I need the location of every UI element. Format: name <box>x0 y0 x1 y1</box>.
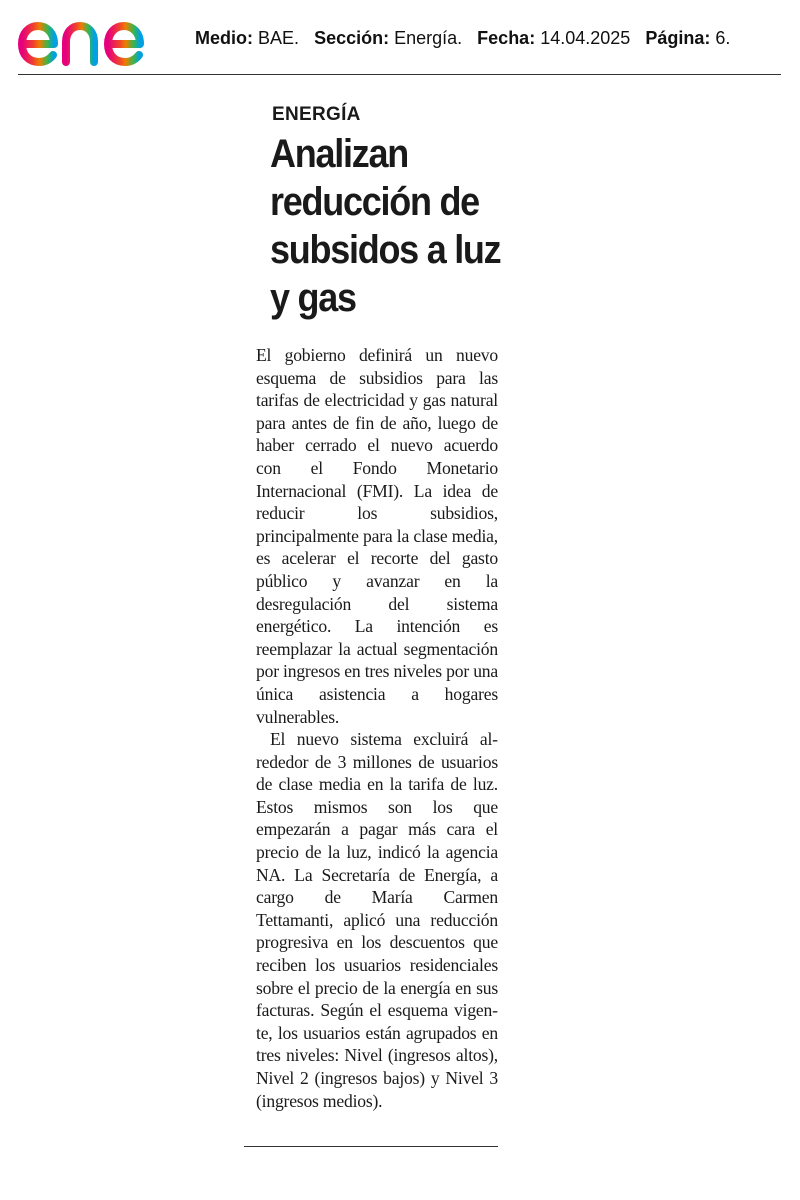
medio-label: Medio: <box>195 28 253 48</box>
pagina-label: Página: <box>645 28 711 48</box>
article-headline: Analizan reducción de subsidos a luz y gas <box>270 132 501 320</box>
article-end-divider <box>244 1146 498 1147</box>
article-paragraph: El gobierno definirá un nuevo esquema de subsidios para las tarifas de electricidad y gas natural para antes de fin de año, luego de haber cerrado el nuevo acuerdo con el Fondo Monetario Internacional (FMI). La idea de reducir los subsidios, principalmente para la clase media, es acelerar el recorte del gasto público y avanzar en la desregulación del sistema energético. La intención es reemplazar la actual segmentación por ingresos en tres niveles por una única asistencia a hogares vulnerables. <box>256 345 498 727</box>
enel-logo <box>16 8 172 68</box>
article-body <box>256 344 498 1112</box>
fecha-label: Fecha: <box>477 28 536 48</box>
article-paragraph: El nuevo sistema excluirá alrededor de 3 millones de usuarios de clase media en la tarifa de luz. Estos mismos son los que empezarán a pagar más cara el precio de la luz, indicó la agencia NA. La Secretaría de Energía, a cargo de María Carmen Tettamanti, aplicó una reducción progresiva en los descuentos que reciben los usuarios residenciales sobre el precio de la energía en sus facturas. Según el esquema vigente, los usuarios están agrupados en tres niveles: Nivel (ingresos altos), Nivel 2 (ingresos bajos) y Nivel 3 (ingresos medios). <box>256 729 498 1111</box>
seccion-value: Energía. <box>394 28 463 48</box>
pagina-value: 6. <box>715 28 731 48</box>
fecha-value: 14.04.2025 <box>540 28 631 48</box>
clipping-metadata <box>195 28 730 49</box>
clipping-header <box>0 0 800 76</box>
article-kicker: ENERGÍA <box>272 104 361 125</box>
medio-value: BAE. <box>258 28 300 48</box>
header-divider <box>18 74 781 75</box>
seccion-label: Sección: <box>314 28 390 48</box>
